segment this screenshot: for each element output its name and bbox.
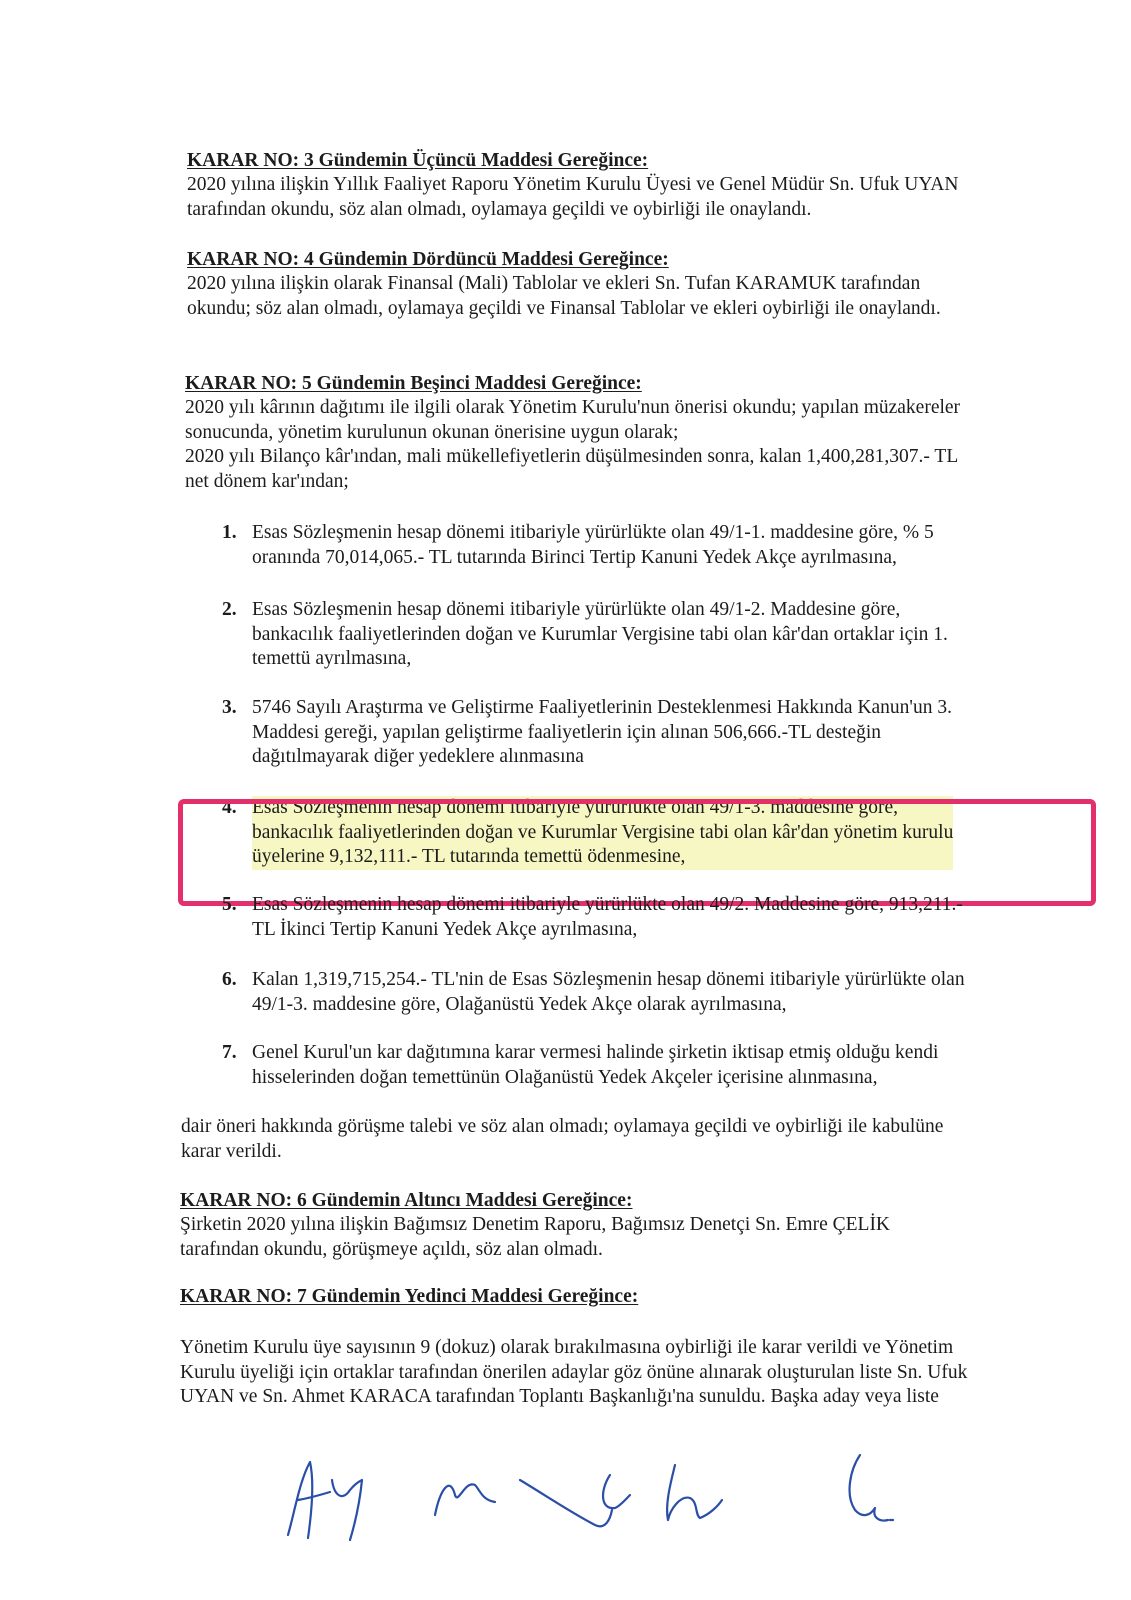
karar-7-line: Kurulu üyeliği için ortaklar tarafından önerilen adaylar göz önüne alınarak oluşturulan liste Sn. Ufuk [180, 1361, 968, 1383]
list-item-line: TL İkinci Tertip Kanuni Yedek Akçe ayrılmasına, [252, 918, 638, 940]
karar-3-section [187, 149, 1037, 222]
list-item-line: bankacılık faaliyetlerinden doğan ve Kurumlar Vergisine tabi olan kâr'dan yönetim kurulu [252, 821, 954, 843]
list-item-line: Kalan 1,319,715,254.- TL'nin de Esas Sözleşmenin hesap dönemi itibariyle yürürlükte olan [252, 969, 965, 990]
karar-4-heading: KARAR NO: 4 Gündemin Dördüncü Maddesi Gereğince: [187, 249, 669, 270]
signature-4 [603, 1475, 630, 1508]
list-item-line: Esas Sözleşmenin hesap dönemi itibariyle yürürlükte olan 49/1-1. maddesine göre, % 5 [252, 522, 934, 543]
karar-5-closing [181, 1115, 1031, 1164]
karar-7-line: UYAN ve Sn. Ahmet KARACA tarafından Toplantı Başkanlığı'na sunuldu. Başka aday veya liste [180, 1386, 939, 1407]
signature-5 [667, 1465, 722, 1520]
karar-4-section [187, 248, 1037, 321]
signature-3 [520, 1480, 612, 1526]
list-item-line: hisselerinden doğan temettünün Olağanüstü Yedek Akçeler içerisine alınmasına, [252, 1066, 878, 1088]
list-item-number: 3. [222, 697, 237, 718]
list-item-line: bankacılık faaliyetlerinden doğan ve Kurumlar Vergisine tabi olan kâr'dan ortaklar için 1. [252, 623, 948, 645]
karar-5-text [185, 396, 1035, 494]
karar-4-line: okundu; söz alan olmadı, oylamaya geçildi ve Finansal Tablolar ve ekleri oybirliği ile onaylandı. [187, 297, 941, 319]
highlight-box [178, 799, 1096, 906]
karar-6-heading: KARAR NO: 6 Gündemin Altıncı Maddesi Gereğince: [180, 1190, 633, 1211]
karar-5-closing-line: karar verildi. [181, 1140, 282, 1162]
karar-3-heading: KARAR NO: 3 Gündemin Üçüncü Maddesi Gereğince: [187, 150, 649, 171]
list-item-line: 49/1-3. maddesine göre, Olağanüstü Yedek Akçe olarak ayrılmasına, [252, 993, 787, 1015]
list-item-number: 5. [222, 894, 237, 915]
signature-1 [288, 1462, 362, 1540]
karar-3-line: tarafından okundu, söz alan olmadı, oylamaya geçildi ve oybirliği ile onaylandı. [187, 198, 812, 220]
karar-6-line: tarafından okundu, görüşmeye açıldı, söz alan olmadı. [180, 1238, 603, 1260]
karar-3-line: 2020 yılına ilişkin Yıllık Faaliyet Raporu Yönetim Kurulu Üyesi ve Genel Müdür Sn. Ufuk UYAN [187, 174, 959, 195]
signature-scribbles [270, 1440, 910, 1550]
karar-5-section [185, 372, 1035, 494]
list-item-line: temettü ayrılmasına, [252, 648, 412, 669]
karar-6-line: Şirketin 2020 yılına ilişkin Bağımsız Denetim Raporu, Bağımsız Denetçi Sn. Emre ÇELİK [180, 1214, 891, 1235]
karar-7-section [180, 1285, 1030, 1309]
list-item-number: 2. [222, 599, 237, 620]
signature-2 [435, 1484, 495, 1515]
list-item-number: 7. [222, 1042, 237, 1063]
karar-7-heading: KARAR NO: 7 Gündemin Yedinci Maddesi Gereğince: [180, 1286, 639, 1307]
karar-5-heading: KARAR NO: 5 Gündemin Beşinci Maddesi Gereğince: [185, 373, 642, 394]
karar-7-line: Yönetim Kurulu üye sayısının 9 (dokuz) olarak bırakılmasına oybirliği ile karar verildi ve Yönetim [180, 1337, 954, 1358]
karar-5-line: net dönem kar'ından; [185, 470, 349, 492]
list-item-line: Genel Kurul'un kar dağıtımına karar vermesi halinde şirketin iktisap etmiş olduğu kendi [252, 1042, 939, 1063]
karar-4-text [187, 272, 1037, 321]
karar-3-text [187, 173, 1037, 222]
list-item-line: oranında 70,014,065.- TL tutarında Birinci Tertip Kanuni Yedek Akçe ayrılmasına, [252, 546, 897, 568]
karar-4-line: 2020 yılına ilişkin olarak Finansal (Mali) Tablolar ve ekleri Sn. Tufan KARAMUK tarafından [187, 273, 921, 294]
list-item-line: Maddesi gereği, yapılan geliştirme faaliyetlerin için alınan 506,666.-TL desteğin [252, 721, 882, 743]
karar-7-text [180, 1336, 1030, 1410]
list-item-number: 4. [222, 797, 237, 818]
karar-5-line: 2020 yılı Bilanço kâr'ından, mali mükellefiyetlerin düşülmesinden sonra, kalan 1,400,281,307.- TL [185, 446, 959, 467]
list-item-line: Esas Sözleşmenin hesap dönemi itibariyle yürürlükte olan 49/1-3. maddesine göre, [252, 797, 899, 818]
karar-6-section [180, 1189, 1030, 1262]
signature-6 [850, 1455, 893, 1521]
signatures [270, 1440, 910, 1550]
karar-5-line: sonucunda, yönetim kurulunun okunan önerisine uygun olarak; [185, 421, 679, 443]
list-item-line: Esas Sözleşmenin hesap dönemi itibariyle yürürlükte olan 49/1-2. Maddesine göre, [252, 599, 901, 620]
karar-6-text [180, 1213, 1030, 1262]
karar-5-line: 2020 yılı kârının dağıtımı ile ilgili olarak Yönetim Kurulu'nun önerisi okundu; yapılan müzakereler [185, 397, 961, 418]
list-item-number: 6. [222, 969, 237, 990]
list-item-line: üyelerine 9,132,111.- TL tutarında temettü ödenmesine, [252, 846, 686, 867]
list-item-line: Esas Sözleşmenin hesap dönemi itibariyle yürürlükte olan 49/2. Maddesine göre, 913,211.- [252, 894, 963, 915]
list-item-line: 5746 Sayılı Araştırma ve Geliştirme Faaliyetlerinin Desteklenmesi Hakkında Kanun'un 3. [252, 697, 952, 718]
list-item-number: 1. [222, 522, 237, 543]
karar-5-closing-line: dair öneri hakkında görüşme talebi ve söz alan olmadı; oylamaya geçildi ve oybirliği ile kabulüne [181, 1116, 944, 1137]
list-item-line: dağıtılmayarak diğer yedeklere alınmasına [252, 746, 584, 767]
